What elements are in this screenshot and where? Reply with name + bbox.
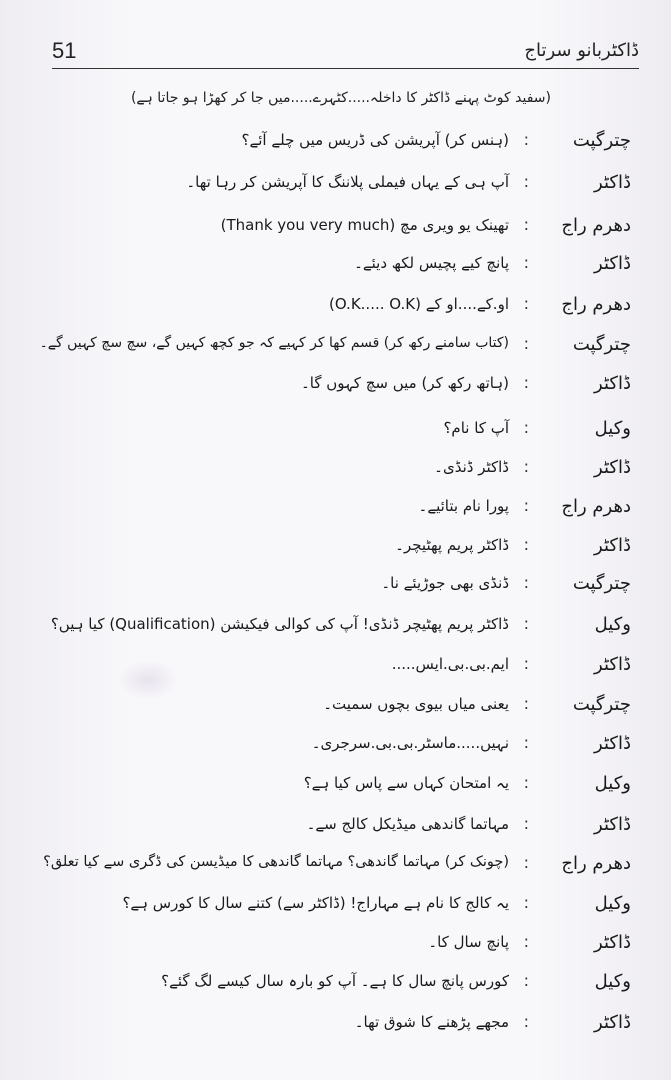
speaker-name: ڈاکٹر — [594, 1012, 631, 1033]
dialogue-line — [0, 253, 671, 283]
dialogue-text: تھینک یو ویری مچ (Thank you very much) — [220, 216, 509, 234]
speaker-colon: : — [523, 733, 529, 752]
stage-direction: (سفید کوٹ پہنے ڈاکٹر کا داخلہ.....کٹہرے.....میں جا کر کھڑا ہو جاتا ہے) — [130, 90, 551, 106]
dialogue-line — [0, 334, 671, 364]
dialogue-text: (کتاب سامنے رکھ کر) قسم کھا کر کہیے کہ جو کچھ کہیں گے، سچ سچ کہیں گے۔ — [39, 335, 509, 351]
dialogue-line — [0, 373, 671, 403]
speaker-colon: : — [523, 535, 529, 554]
dialogue-line — [0, 614, 671, 644]
dialogue-text: او.کے....او کے (O.K..... O.K) — [329, 295, 509, 313]
speaker-name: ڈاکٹر — [594, 733, 631, 754]
dialogue-text: یعنی میاں بیوی بچوں سمیت۔ — [323, 695, 509, 713]
dialogue-text: ڈاکٹر ڈنڈی۔ — [434, 458, 509, 476]
speaker-name: ڈاکٹر — [594, 172, 631, 193]
speaker-name: چترگپت — [572, 130, 631, 151]
dialogue-line — [0, 814, 671, 844]
dialogue-text: (چونک کر) مہاتما گاندھی؟ مہاتما گاندھی کا میڈیسن کی ڈگری سے کیا تعلق؟ — [43, 854, 509, 870]
speaker-name: دھرم راج — [561, 215, 631, 236]
dialogue-line — [0, 853, 671, 883]
dialogue-line — [0, 535, 671, 565]
speaker-name: دھرم راج — [561, 294, 631, 315]
dialogue-text: (ہنس کر) آپریشن کی ڈریس میں چلے آئے؟ — [241, 131, 509, 149]
speaker-colon: : — [523, 457, 529, 476]
speaker-name: وکیل — [594, 418, 631, 439]
dialogue-line — [0, 733, 671, 763]
speaker-name: چترگپت — [572, 334, 631, 355]
speaker-colon: : — [523, 1012, 529, 1031]
speaker-name: وکیل — [594, 773, 631, 794]
page-number: 51 — [52, 38, 77, 63]
speaker-colon: : — [523, 253, 529, 272]
speaker-name: ڈاکٹر — [594, 535, 631, 556]
dialogue-line — [0, 573, 671, 603]
dialogue-line — [0, 893, 671, 923]
speaker-colon: : — [523, 373, 529, 392]
speaker-colon: : — [523, 694, 529, 713]
speaker-colon: : — [523, 496, 529, 515]
dialogue-line — [0, 294, 671, 324]
speaker-colon: : — [523, 418, 529, 437]
dialogue-text: پانچ کیے پچیس لکھ دیئے۔ — [354, 254, 509, 272]
dialogue-line — [0, 654, 671, 684]
speaker-colon: : — [523, 172, 529, 191]
speaker-colon: : — [523, 893, 529, 912]
speaker-name: چترگپت — [572, 694, 631, 715]
speaker-colon: : — [523, 773, 529, 792]
dialogue-text: (ہاتھ رکھ کر) میں سچ کہوں گا۔ — [300, 374, 509, 392]
dialogue-text: یہ کالج کا نام ہے مہاراج! (ڈاکٹر سے) کتنے سال کا کورس ہے؟ — [122, 894, 509, 912]
speaker-name: دھرم راج — [561, 853, 631, 874]
dialogue-line — [0, 694, 671, 724]
speaker-name: ڈاکٹر — [594, 373, 631, 394]
dialogue-line — [0, 932, 671, 962]
speaker-colon: : — [523, 573, 529, 592]
speaker-name: وکیل — [594, 614, 631, 635]
dialogue-text: پانچ سال کا۔ — [428, 933, 509, 951]
speaker-colon: : — [523, 853, 529, 872]
dialogue-text: ڈاکٹر پریم پھٹیچر ڈنڈی! آپ کی کوالی فیکیشن (Qualification) کیا ہیں؟ — [50, 615, 509, 633]
speaker-name: ڈاکٹر — [594, 457, 631, 478]
dialogue-text: کورس پانچ سال کا ہے۔ آپ کو بارہ سال کیسے لگ گئے؟ — [161, 972, 509, 990]
dialogue-line — [0, 130, 671, 160]
speaker-colon: : — [523, 814, 529, 833]
dialogue-line — [0, 496, 671, 526]
dialogue-text: ڈاکٹر پریم پھٹیچر۔ — [395, 536, 509, 554]
dialogue-line — [0, 215, 671, 245]
speaker-colon: : — [523, 971, 529, 990]
dialogue-text: آپ کا نام؟ — [443, 419, 509, 437]
speaker-name: ڈاکٹر — [594, 253, 631, 274]
running-title: ڈاکٹربانو سرتاج — [524, 40, 639, 61]
speaker-colon: : — [523, 654, 529, 673]
dialogue-text: پورا نام بتائیے۔ — [418, 497, 509, 515]
speaker-colon: : — [523, 334, 529, 353]
speaker-name: چترگپت — [572, 573, 631, 594]
speaker-colon: : — [523, 932, 529, 951]
dialogue-text: مہاتما گاندھی میڈیکل کالج سے۔ — [306, 815, 509, 833]
speaker-colon: : — [523, 294, 529, 313]
dialogue-text: مجھے پڑھنے کا شوق تھا۔ — [354, 1013, 509, 1031]
dialogue-line — [0, 773, 671, 803]
speaker-name: وکیل — [594, 893, 631, 914]
dialogue-line — [0, 457, 671, 487]
dialogue-text: ڈنڈی بھی جوڑیئے نا۔ — [381, 574, 509, 592]
speaker-colon: : — [523, 215, 529, 234]
speaker-name: ڈاکٹر — [594, 654, 631, 675]
speaker-colon: : — [523, 614, 529, 633]
speaker-name: دھرم راج — [561, 496, 631, 517]
dialogue-text: نہیں.....ماسٹر.بی.بی.سرجری۔ — [311, 734, 509, 752]
speaker-colon: : — [523, 130, 529, 149]
speaker-name: ڈاکٹر — [594, 814, 631, 835]
dialogue-text: یہ امتحان کہاں سے پاس کیا ہے؟ — [303, 774, 509, 792]
dialogue-text: ایم.بی.بی.ایس..... — [391, 655, 509, 673]
dialogue-line — [0, 172, 671, 202]
dialogue-line — [0, 1012, 671, 1042]
speaker-name: ڈاکٹر — [594, 932, 631, 953]
speaker-name: وکیل — [594, 971, 631, 992]
dialogue-line — [0, 971, 671, 1001]
dialogue-text: آپ ہی کے یہاں فیملی پلاننگ کا آپریشن کر رہا تھا۔ — [186, 173, 509, 191]
dialogue-line — [0, 418, 671, 448]
